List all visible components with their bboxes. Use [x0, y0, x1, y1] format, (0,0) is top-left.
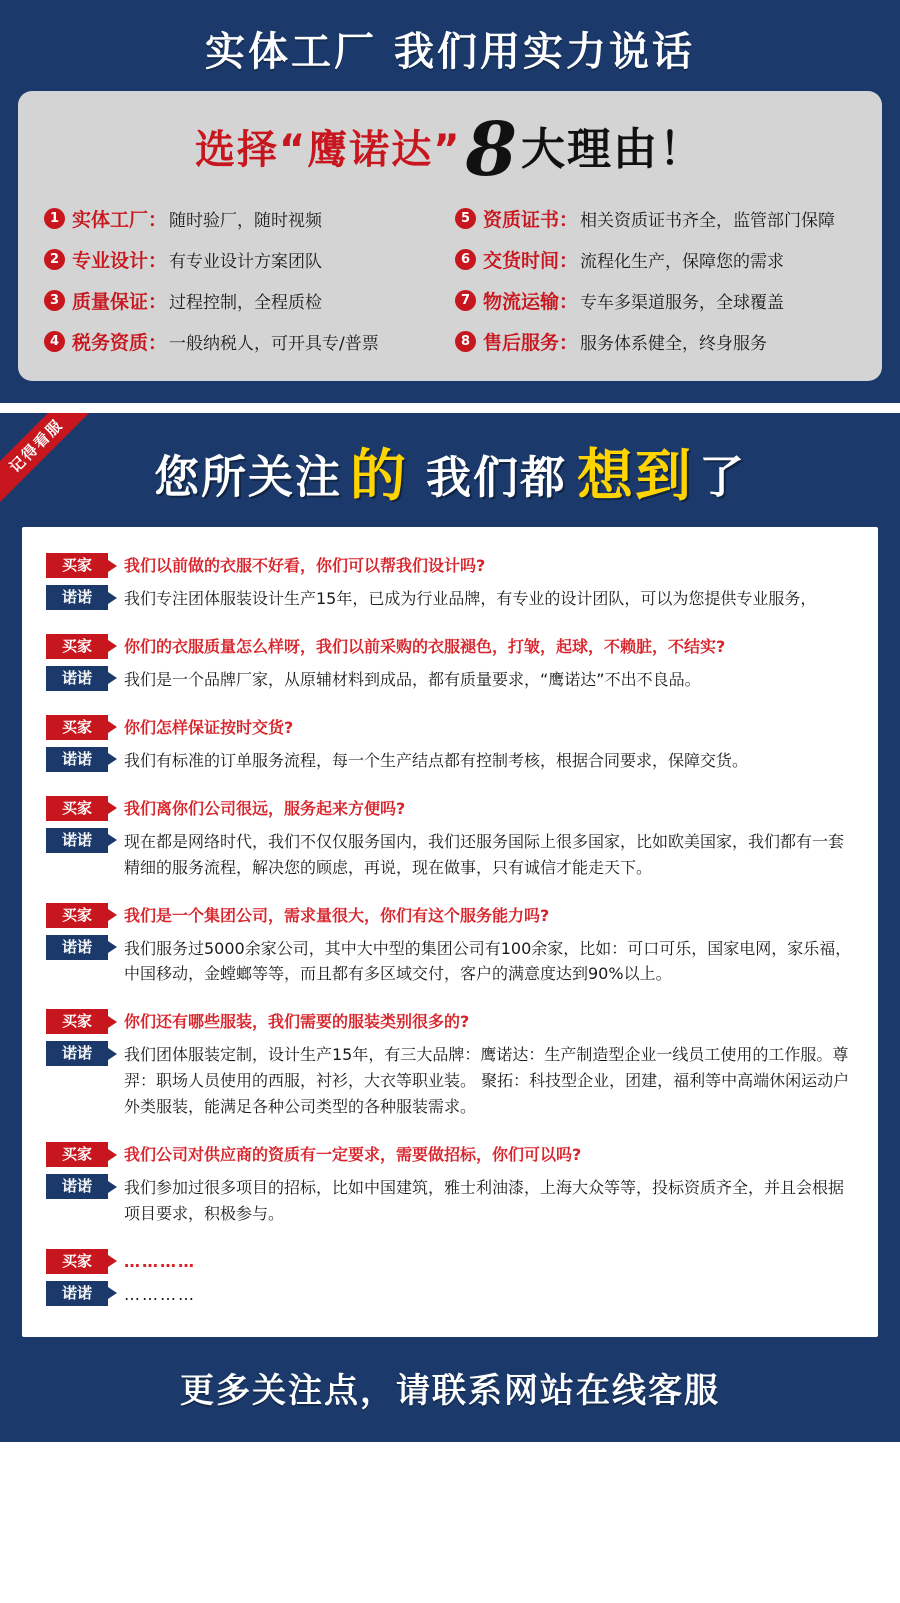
reason-number-badge: 3 — [44, 290, 65, 311]
answer-tag: 诺诺 — [46, 828, 108, 853]
buyer-tag: 买家 — [46, 1142, 108, 1167]
qa-block — [46, 796, 854, 881]
reason-item — [455, 328, 856, 355]
reasons-card — [18, 91, 882, 381]
reason-colon: ： — [148, 251, 168, 272]
qa-heading-part5: 了 — [699, 450, 747, 504]
reason-number-badge: 1 — [44, 208, 65, 229]
reason-colon: ： — [559, 292, 579, 313]
answer-text: 我们是一个品牌厂家，从原辅材料到成品，都有质量要求，“鹰诺达”不出不良品。 — [124, 669, 701, 689]
reason-colon: ： — [559, 210, 579, 231]
buyer-tag: 买家 — [46, 903, 108, 928]
qa-question-row — [46, 1142, 854, 1167]
qa-question-row — [46, 796, 854, 821]
qa-answer-row — [46, 935, 854, 988]
answer-text: 我们专注团体服装设计生产15年，已成为行业品牌，有专业的设计团队，可以为您提供专业服务， — [124, 589, 817, 608]
answer-tag: 诺诺 — [46, 666, 108, 691]
qa-answer-row — [46, 747, 854, 774]
reason-item — [455, 287, 856, 314]
answer-tag: 诺诺 — [46, 1281, 108, 1306]
qa-question-row — [46, 634, 854, 659]
question-text: 我们以前做的衣服不好看，你们可以帮我们设计吗? — [124, 556, 486, 575]
qa-block — [46, 634, 854, 693]
reason-item — [455, 205, 856, 232]
reason-item — [44, 328, 445, 355]
reason-number-badge: 5 — [455, 208, 476, 229]
reason-title: 售后服务 — [483, 332, 560, 354]
reason-desc: 有专业设计方案团队 — [169, 252, 323, 272]
qa-footer-text: 更多关注点，请联系网站在线客服 — [180, 1370, 720, 1411]
reason-title: 资质证书 — [483, 209, 560, 231]
reason-desc: 相关资质证书齐全，监管部门保障 — [580, 211, 836, 231]
answer-text: 我们参加过很多项目的招标，比如中国建筑，雅士利油漆，上海大众等等，投标资质齐全，并且会根据项目要求，积极参与。 — [124, 1178, 845, 1223]
reason-title: 交货时间 — [483, 250, 560, 272]
answer-tag: 诺诺 — [46, 747, 108, 772]
qa-block — [46, 903, 854, 988]
question-text: 你们的衣服质量怎么样呀，我们以前采购的衣服褪色，打皱，起球，不赖脏，不结实? — [124, 636, 726, 656]
reason-desc: 一般纳税人，可开具专/普票 — [169, 334, 379, 354]
reasons-heading-number: 8 — [465, 107, 518, 193]
answer-tag: 诺诺 — [46, 1041, 108, 1066]
qa-block — [46, 553, 854, 612]
question-text: 我们离你们公司很远，服务起来方便吗? — [124, 798, 406, 818]
qa-answer-row — [46, 1281, 854, 1308]
buyer-tag: 买家 — [46, 715, 108, 740]
qa-heading-part3: 我们都 — [425, 450, 567, 504]
question-text: 你们怎样保证按时交货? — [124, 717, 294, 737]
answer-tag: 诺诺 — [46, 1174, 108, 1199]
buyer-tag: 买家 — [46, 553, 108, 578]
reason-number-badge: 6 — [455, 249, 476, 270]
qa-answer-row — [46, 666, 854, 693]
answer-text: 我们服务过5000余家公司，其中大中型的集团公司有100余家，比如：可口可乐，国家电网，家乐福，中国移动，金螳螂等等，而且都有多区域交付，客户的满意度达到90%以上。 — [124, 938, 852, 984]
reason-desc: 服务体系健全，终身服务 — [580, 334, 768, 354]
qa-question-row — [46, 553, 854, 578]
qa-heading-part2: 的 — [349, 444, 408, 509]
reason-desc: 过程控制，全程质检 — [169, 293, 323, 313]
answer-text: 我们有标准的订单服务流程，每一个生产结点都有控制考核，根据合同要求，保障交货。 — [124, 750, 749, 770]
qa-question-row — [46, 715, 854, 740]
qa-section — [0, 413, 900, 1442]
reason-desc: 流程化生产，保障您的需求 — [580, 252, 785, 272]
qa-heading — [0, 413, 900, 527]
reason-desc: 随时验厂，随时视频 — [169, 211, 323, 231]
buyer-tag: 买家 — [46, 796, 108, 821]
answer-text: 现在都是网络时代，我们不仅仅服务国内，我们还服务国际上很多国家，比如欧美国家，我们都有一套精细的服务流程，解决您的顾虑，再说，现在做事，只有诚信才能走天下。 — [124, 831, 845, 877]
reason-title: 实体工厂 — [72, 209, 149, 231]
reason-number-badge: 4 — [44, 331, 65, 352]
buyer-tag: 买家 — [46, 1249, 108, 1274]
qa-question-row — [46, 1249, 854, 1274]
reason-title: 质量保证 — [72, 291, 149, 313]
qa-answer-row — [46, 828, 854, 881]
qa-question-row — [46, 1009, 854, 1034]
reasons-heading-prefix: 选择“鹰诺达” — [194, 127, 462, 173]
reason-number-badge: 2 — [44, 249, 65, 270]
top-section — [0, 0, 900, 403]
qa-card — [22, 527, 878, 1337]
reason-title: 税务资质 — [72, 332, 149, 354]
question-text: 我们公司对供应商的资质有一定要求，需要做招标，你们可以吗? — [124, 1145, 582, 1165]
qa-question-row — [46, 903, 854, 928]
reason-colon: ： — [559, 251, 579, 272]
reason-item — [455, 246, 856, 273]
qa-block — [46, 1249, 854, 1308]
buyer-tag: 买家 — [46, 634, 108, 659]
reasons-heading — [44, 107, 856, 205]
section-divider — [0, 403, 900, 413]
reasons-grid — [44, 205, 856, 355]
answer-text: 我们团体服装定制，设计生产15年，有三大品牌：鹰诺达：生产制造型企业一线员工使用的工作服。尊羿：职场人员使用的西服，衬衫，大衣等职业装。 聚拓：科技型企业，团建，福利等中高端休闲运动户外类服装，能满足各种公司类型的各种服装需求。 — [124, 1045, 850, 1117]
reason-item — [44, 205, 445, 232]
question-text: 你们还有哪些服装，我们需要的服装类别很多的? — [124, 1012, 470, 1032]
reason-desc: 专车多渠道服务，全球覆盖 — [580, 293, 785, 313]
question-text: ………… — [124, 1251, 196, 1271]
reason-title: 物流运输 — [483, 291, 560, 313]
reason-colon: ： — [148, 292, 168, 313]
qa-block — [46, 715, 854, 774]
qa-block — [46, 1009, 854, 1120]
reason-title: 专业设计 — [72, 250, 149, 272]
question-text: 我们是一个集团公司，需求量很大，你们有这个服务能力吗? — [124, 905, 550, 925]
qa-answer-row — [46, 1174, 854, 1227]
answer-text: ………… — [124, 1284, 196, 1304]
qa-heading-part1: 您所关注 — [153, 450, 342, 504]
reason-colon: ： — [559, 333, 579, 354]
reason-number-badge: 8 — [455, 331, 476, 352]
qa-answer-row — [46, 585, 854, 612]
answer-tag: 诺诺 — [46, 585, 108, 610]
reason-colon: ： — [148, 333, 168, 354]
buyer-tag: 买家 — [46, 1009, 108, 1034]
qa-answer-row — [46, 1041, 854, 1120]
answer-tag: 诺诺 — [46, 935, 108, 960]
reason-number-badge: 7 — [455, 290, 476, 311]
reason-item — [44, 246, 445, 273]
reasons-heading-suffix: 大理由！ — [521, 124, 706, 175]
top-headline: 实体工厂 我们用实力说话 — [205, 29, 695, 75]
qa-heading-part4: 想到 — [577, 444, 693, 509]
qa-block — [46, 1142, 854, 1227]
corner-ribbon: 记得看服 — [0, 413, 96, 505]
reason-item — [44, 287, 445, 314]
reason-colon: ： — [148, 210, 168, 231]
